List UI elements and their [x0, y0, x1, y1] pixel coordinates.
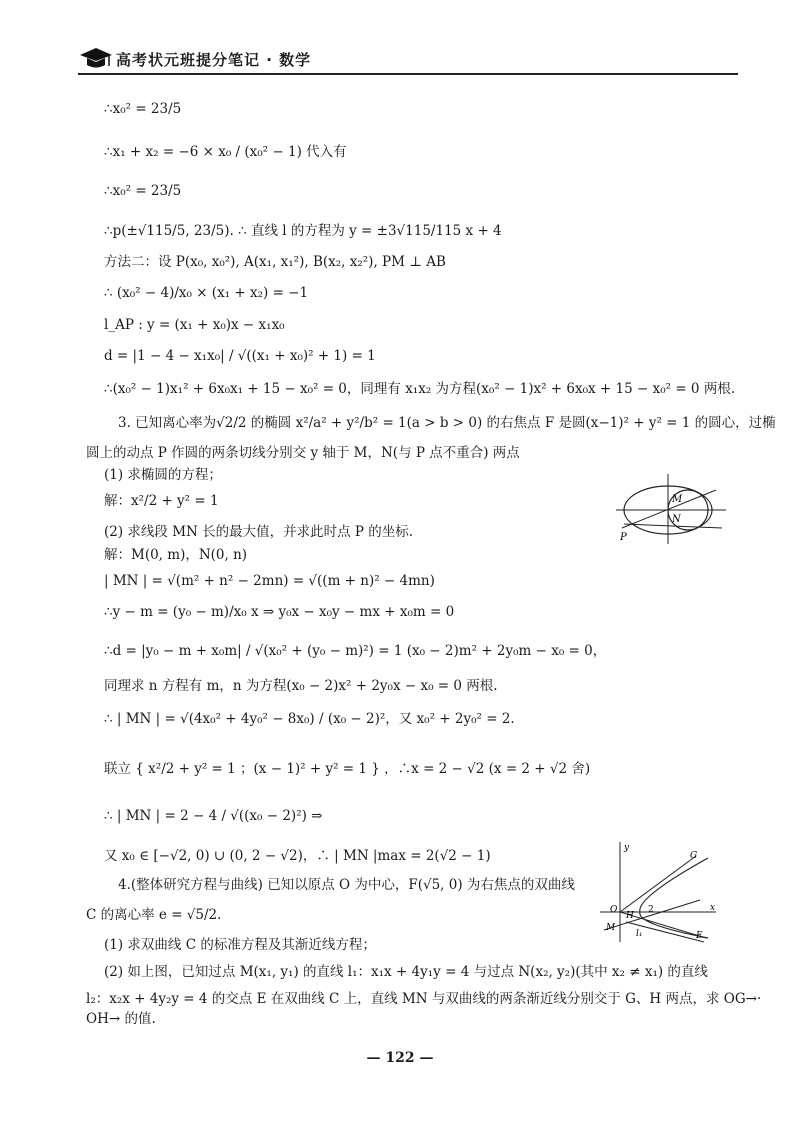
solution-line: 联立 { x²/2 + y² = 1 ；(x − 1)² + y² = 1 } ，∴x = 2 − √2 (x = 2 + √2 舍) [104, 761, 591, 777]
solution-line: ∴p(±√115/5, 23/5). ∴ 直线 l 的方程为 y = ±3√115/115 x + 4 [104, 223, 502, 239]
figure2-label-x: x [710, 903, 716, 913]
solution-line: 同理求 n 方程有 m，n 为方程(x₀ − 2)x² + 2y₀x − x₀ = 0 两根. [104, 678, 498, 694]
header-divider [78, 73, 738, 75]
question-part: (2) 求线段 MN 长的最大值，并求此时点 P 的坐标. [104, 524, 414, 540]
solution-line: d = |1 − 4 − x₁x₀| / √((x₁ + x₀)² + 1) = 1 [104, 348, 376, 364]
header-title: 高考状元班提分笔记 · 数学 [116, 51, 312, 69]
solution-line: ∴y − m = (y₀ − m)/x₀ x ⇒ y₀x − x₀y − mx + x₀m = 0 [104, 604, 455, 620]
problem-4-statement: 4.(整体研究方程与曲线) 已知以原点 O 为中心，F(√5, 0) 为右焦点的双曲线 [118, 877, 575, 893]
question-part: OH→ 的值. [86, 1011, 156, 1027]
figure2-label-o: O [610, 905, 618, 915]
solution-line: ∴d = |y₀ − m + x₀m| / √(x₀² + (y₀ − m)²) = 1 (x₀ − 2)m² + 2y₀m − x₀ = 0， [104, 643, 607, 659]
solution-line: 又 x₀ ∈ [−√2, 0) ∪ (0, 2 − √2)，∴ | MN |max = 2(√2 − 1) [104, 848, 491, 864]
problem-3-statement: 3. 已知离心率为√2/2 的椭圆 x²/a² + y²/b² = 1(a > b > 0) 的右焦点 F 是圆(x−1)² + y² = 1 的圆心，过椭 [118, 415, 776, 431]
solution-line: ∴x₁ + x₂ = −6 × x₀ / (x₀² − 1) 代入有 [104, 144, 347, 160]
solution-line: ∴(x₀² − 1)x₁² + 6x₀x₁ + 15 − x₀² = 0，同理有 x₁x₂ 为方程(x₀² − 1)x² + 6x₀x + 15 − x₀² = 0 两根. [104, 381, 736, 397]
solution-line: ∴x₀² = 23/5 [104, 101, 182, 117]
graduation-cap-icon [78, 46, 114, 70]
figure1-label-m: M [672, 494, 683, 505]
problem-3-statement: 圆上的动点 P 作圆的两条切线分别交 y 轴于 M，N(与 P 点不重合) 两点 [86, 445, 520, 461]
hyperbola-figure [596, 838, 720, 944]
figure1-label-n: N [672, 514, 681, 525]
solution-line: 解：M(0, m)，N(0, n) [104, 547, 248, 563]
solution-line: ∴ | MN | = √(4x₀² + 4y₀² − 8x₀) / (x₀ − 2)²，又 x₀² + 2y₀² = 2. [104, 711, 515, 727]
solution-line: 解：x²/2 + y² = 1 [104, 493, 219, 509]
solution-line: ∴ (x₀² − 4)/x₀ × (x₁ + x₂) = −1 [104, 285, 309, 301]
figure2-label-l1: l₁ [636, 929, 643, 939]
solution-line: ∴x₀² = 23/5 [104, 183, 182, 199]
solution-line: l_AP : y = (x₁ + x₀)x − x₁x₀ [104, 317, 285, 333]
page-header [78, 46, 738, 72]
solution-line: ∴ | MN | = 2 − 4 / √((x₀ − 2)²) ⇒ [104, 808, 323, 824]
figure2-label-m: M [606, 923, 616, 933]
question-part: (2) 如上图，已知过点 M(x₁, y₁) 的直线 l₁：x₁x + 4y₁y = 4 与过点 N(x₂, y₂)(其中 x₂ ≠ x₁) 的直线 [104, 964, 708, 980]
problem-4-statement: C 的离心率 e = √5/2. [86, 907, 222, 923]
question-part: (1) 求双曲线 C 的标准方程及其渐近线方程； [104, 937, 376, 953]
figure2-label-h: H [626, 911, 634, 921]
figure2-label-e: E [696, 931, 703, 941]
question-part: l₂：x₂x + 4y₂y = 4 的交点 E 在双曲线 C 上，直线 MN 与双曲线的两条渐近线分别交于 G、H 两点，求 OG→· [86, 991, 762, 1007]
solution-line: 方法二：设 P(x₀, x₀²), A(x₁, x₁²), B(x₂, x₂²), PM ⊥ AB [104, 254, 446, 270]
solution-line: | MN | = √(m² + n² − 2mn) = √((m + n)² − 4mn) [104, 573, 435, 589]
figure2-label-2: 2 [648, 905, 654, 915]
figure2-label-y: y [624, 843, 630, 853]
figure2-label-g: G [690, 851, 698, 861]
question-part: (1) 求椭圆的方程； [104, 467, 222, 483]
page-number: — 122 — [366, 1050, 434, 1066]
figure1-label-p: P [620, 532, 627, 543]
ellipse-circle-figure [612, 470, 730, 546]
